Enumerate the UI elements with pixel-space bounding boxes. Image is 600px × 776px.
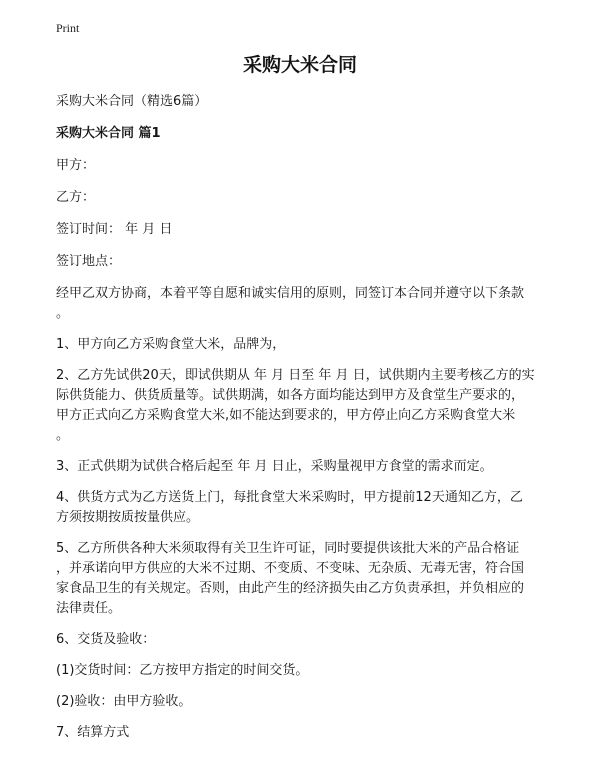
sign-time-label: 签订时间： 年 月 日 [56,222,173,237]
document-body [56,92,548,743]
clause-1: 1、甲方向乙方采购食堂大米，品牌为， [56,337,286,352]
section-title: 采购大米合同 篇1 [56,126,161,141]
clause-5 [56,539,548,619]
party-a-label: 甲方： [56,158,96,173]
subtitle: 采购大米合同（精选6篇） [56,94,208,109]
clause-2-line-4: 。 [56,428,70,443]
intro-paragraph [56,284,548,324]
clause-5-line-2: ，并承诺向甲方供应的大米不过期、不变质、不变味、无杂质、无毒无害，符合国 [56,561,525,576]
intro-line-2: 。 [56,306,70,321]
party-b-label: 乙方： [56,190,96,205]
document-title: 采购大米合同 [242,54,357,76]
clause-4 [56,488,548,528]
clause-5-line-4: 法律责任。 [56,601,122,616]
clause-4-line-2: 方须按期按质按量供应。 [56,510,200,525]
clause-2-line-3: 甲方正式向乙方采购食堂大米,如不能达到要求的，甲方停止向乙方采购食堂大米 [56,408,516,423]
clause-6-1: (1)交货时间：乙方按甲方指定的时间交货。 [56,663,309,678]
print-label: Print [56,21,80,35]
clause-7: 7、结算方式 [56,725,130,740]
clause-5-line-3: 家食品卫生的有关规定。否则，由此产生的经济损失由乙方负责承担，并负相应的 [56,581,525,596]
clause-3: 3、正式供期为试供合格后起至 年 月 日止，采购量视甲方食堂的需求而定。 [56,459,493,474]
clause-6-2: (2)验收：由甲方验收。 [56,694,192,709]
sign-place-label: 签订地点： [56,254,122,269]
clause-2-line-1: 2、乙方先试供20天，即试供期从 年 月 日至 年 月 日，试供期内主要考核乙方的实 [56,368,535,383]
clause-6: 6、交货及验收： [56,632,156,647]
clause-2 [56,366,548,446]
clause-4-line-1: 4、供货方式为乙方送货上门，每批食堂大米采购时，甲方提前12天通知乙方，乙 [56,490,523,505]
clause-5-line-1: 5、乙方所供各种大米须取得有关卫生许可证，同时要提供该批大米的产品合格证 [56,541,520,556]
intro-line-1: 经甲乙双方协商，本着平等自愿和诚实信用的原则，同签订本合同并遵守以下条款 [56,286,525,301]
clause-2-line-2: 际供货能力、供货质量等。试供期满，如各方面均能达到甲方及食堂生产要求的， [56,388,525,403]
